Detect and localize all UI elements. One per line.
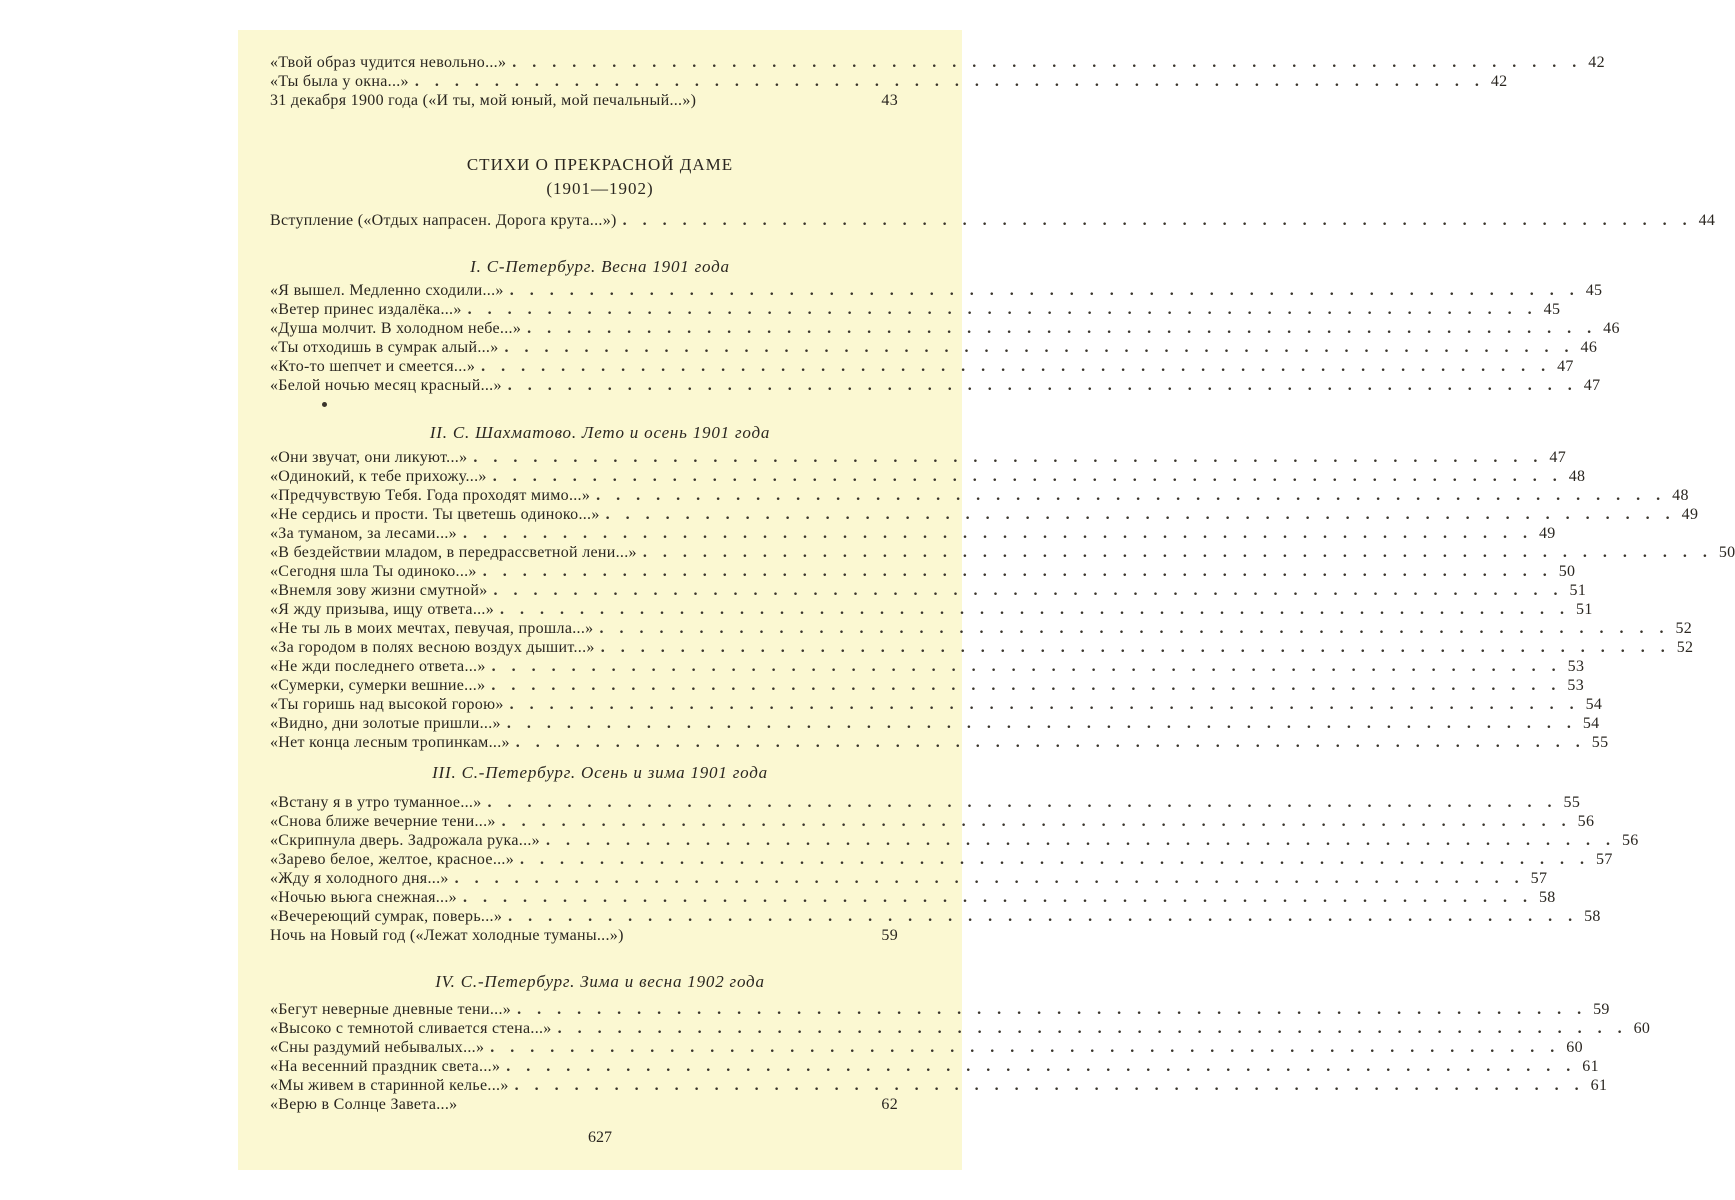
toc-entry-page: 53 (1567, 658, 1585, 675)
toc-entry-page: 58 (1584, 908, 1601, 925)
dot-leader: . . . . . . . . . . . . . . . . . . . . . . . . . . . . . . . . . . . . . . . . . . . . . . . . . . . . . . (527, 320, 1598, 337)
dot-leader: . . . . . . . . . . . . . . . . . . . . . . . . . . . . . . . . . . . . . . . . . . . . . . . . . . . . . . (600, 639, 1671, 656)
dot-leader: . . . . . . . . . . . . . . . . . . . . . . . . . . . . . . . . . . . . . . . . . . . . . . . . . . . . . . (622, 212, 1693, 229)
toc-entry-page: 51 (1576, 601, 1593, 618)
toc-entry-title: «Вечереющий сумрак, поверь...» (270, 908, 503, 925)
toc-entry-title: «В бездействии младом, в передрассветной лени...» (270, 544, 637, 561)
toc-entry-page: 47 (1583, 377, 1601, 394)
toc-entry-title: Ночь на Новый год («Лежат холодные туманы...») (270, 927, 624, 944)
dot-leader: . . . . . . . . . . . . . . . . . . . . . . . . . . . . . . . . . . . . . . . . . . . . . . . . . . . . . . (491, 677, 1562, 694)
toc-entry-page: 56 (1621, 832, 1639, 849)
toc-entry (270, 732, 1609, 754)
toc-entry-title: «Одинокий, к тебе прихожу...» (270, 468, 487, 485)
toc-entry-page: 62 (881, 1096, 898, 1113)
toc-entry-title: «Кто-то шепчет и смеется...» (270, 358, 476, 375)
section-heading: III. С.-Петербург. Осень и зима 1901 года (432, 763, 768, 782)
toc-entry-page: 47 (1557, 358, 1574, 375)
toc-entry-page: 58 (1538, 889, 1556, 906)
toc-entry-title: «Ты отходишь в сумрак алый...» (270, 339, 499, 356)
toc-entry-page: 60 (1566, 1039, 1583, 1056)
toc-entry-page: 46 (1580, 339, 1598, 356)
toc-entry-title: «Твой образ чудится невольно...» (270, 54, 507, 71)
toc-entry-page: 44 (1698, 212, 1716, 229)
toc-entry-page: 54 (1585, 696, 1603, 713)
dot-leader: . . . . . . . . . . . . . . . . . . . . . . . . . . . . . . . . . . . . . . . . . . . . . . . . . . . . . . (520, 851, 1591, 868)
dot-leader: . . . . . . . . . . . . . . . . . . . . . . . . . . . . . . . . . . . . . . . . . . . . . . . . . . . . . . (487, 794, 1558, 811)
dot-leader: . . . . . . . . . . . . . . . . . . . . . . . . . . . . . . . . . . . . . . . . . . . . . . . . . . . . . . (509, 696, 1580, 713)
dot-leader: . . . . . . . . . . . . . . . . . . . . . . . . . . . . . . . . . . . . . . . . . . . . . . . . . . . . . . (492, 468, 1563, 485)
dot-leader: . . . . . . . . . . . . . . . . . . . . . . . . . . . . . . . . . . . . . . . . . . . . . . . . . . . . . . (507, 377, 1578, 394)
dot-leader: . . . . . . . . . . . . . . . . . . . . . . . . . . . . . . . . . . . . . . . . . . . . . . . . . . . . . . (605, 506, 1676, 523)
dot-leader: . . . . . . . . . . . . . . . . . . . . . . . . . . . . . . . . . . . . . . . . . . . . . . . . . . . . . . (462, 889, 1533, 906)
toc-entry-page: 48 (1672, 487, 1689, 504)
toc-entry-title: «За городом в полях весною воздух дышит...» (270, 639, 595, 656)
toc-entry-title: «Сны раздумий небывалых...» (270, 1039, 485, 1056)
toc-entry-page: 52 (1675, 620, 1693, 637)
toc-entry-title: «Ветер принес издалёка...» (270, 301, 462, 318)
dot-leader: . . . . . . . . . . . . . . . . . . . . . . . . . . . . . . . . . . . . . . . . . . . . . . . . . . . . . . (599, 620, 1670, 637)
toc-entry-title: «Ночью вьюга снежная...» (270, 889, 457, 906)
toc-entry-title: «Не жди последнего ответа...» (270, 658, 486, 675)
toc-entry (270, 1094, 898, 1116)
toc-entry-title: «Я жду призыва, ищу ответа...» (270, 601, 495, 618)
toc-entry-page: 48 (1568, 468, 1586, 485)
dot-leader: . . . . . . . . . . . . . . . . . . . . . . . . . . . . . . . . . . . . . . . . . . . . . . . . . . . . . . (493, 582, 1564, 599)
dot-leader: . . . . . . . . . . . . . . . . . . . . . . . . . . . . . . . . . . . . . . . . . . . . . . . . . . . . . . (473, 449, 1544, 466)
part-title: СТИХИ О ПРЕКРАСНОЙ ДАМЕ (466, 155, 734, 174)
toc-entry-title: «Высоко с темнотой сливается стена...» (270, 1020, 552, 1037)
dot-leader: . . . . . . . . . . . . . . . . . . . . . . . . . . . . . . . . . . . . . . . . . . . . . . . . . . . . . . (517, 1001, 1588, 1018)
dot-leader: . . . . . . . . . . . . . . . . . . . . . . . . . . . . . . . . . . . . . . . . . . . . . . . . . . . . . . (490, 1039, 1561, 1056)
section-heading: II. С. Шахматово. Лето и осень 1901 года (429, 423, 771, 442)
toc-entry-page: 43 (881, 92, 898, 109)
toc-entry-page: 46 (1603, 320, 1620, 337)
toc-entry-page: 61 (1590, 1077, 1608, 1094)
toc-entry-title: «Жду я холодного дня...» (270, 870, 449, 887)
toc-entry-title: «Не сердись и прости. Ты цветешь одиноко...» (270, 506, 600, 523)
toc-entry-page: 45 (1585, 282, 1603, 299)
toc-entry-title: «Верю в Солнце Завета...» (270, 1096, 458, 1113)
dot-leader: . . . . . . . . . . . . . . . . . . . . . . . . . . . . . . . . . . . . . . . . . . . . . . . . . . . . . . (512, 54, 1583, 71)
toc-entry-title: «Мы живем в старинной келье...» (270, 1077, 509, 1094)
toc-entry-title: «Встану я в утро туманное...» (270, 794, 482, 811)
dot-leader: . . . . . . . . . . . . . . . . . . . . . . . . . . . . . . . . . . . . . . . . . . . . . . . . . . . . . . (414, 73, 1485, 90)
dot-leader: . . . . . . . . . . . . . . . . . . . . . . . . . . . . . . . . . . . . . . . . . . . . . . . . . . . . . . (515, 734, 1586, 751)
dot-leader: . . . . . . . . . . . . . . . . . . . . . . . . . . . . . . . . . . . . . . . . . . . . . . . . . . . . . . (500, 601, 1571, 618)
toc-entry-page: 49 (1681, 506, 1699, 523)
toc-entry-page: 61 (1582, 1058, 1599, 1075)
toc-entry-page: 55 (1591, 734, 1609, 751)
toc-entry-page: 55 (1563, 794, 1581, 811)
dot-leader: . . . . . . . . . . . . . . . . . . . . . . . . . . . . . . . . . . . . . . . . . . . . . . . . . . . . . . (462, 525, 1533, 542)
toc-entry-title: «Нет конца лесным тропинкам...» (270, 734, 510, 751)
stray-dot (322, 402, 327, 407)
section-heading: I. С-Петербург. Весна 1901 года (470, 257, 730, 276)
toc-entry-title: 31 декабря 1900 года («И ты, мой юный, мой печальный...») (270, 92, 697, 109)
toc-entry-page: 57 (1530, 870, 1548, 887)
toc-entry-page: 42 (1490, 73, 1508, 90)
toc-entry-page: 59 (1593, 1001, 1610, 1018)
dot-leader: . . . . . . . . . . . . . . . . . . . . . . . . . . . . . . . . . . . . . . . . . . . . . . . . . . . . . . (642, 544, 1713, 561)
dot-leader: . . . . . . . . . . . . . . . . . . . . . . . . . . . . . . . . . . . . . . . . . . . . . . . . . . . . . . (454, 870, 1525, 887)
toc-entry-page: 45 (1543, 301, 1561, 318)
toc-entry-title: «На весенний праздник света...» (270, 1058, 501, 1075)
toc-entry-title: «За туманом, за лесами...» (270, 525, 457, 542)
toc-entry-title: «Ты горишь над высокой горою» (270, 696, 504, 713)
dot-leader: . . . . . . . . . . . . . . . . . . . . . . . . . . . . . . . . . . . . . . . . . . . . . . . . . . . . . . (557, 1020, 1628, 1037)
toc-entry-title: «Предчувствую Тебя. Года проходят мимо...» (270, 487, 591, 504)
part-years: (1901—1902) (546, 179, 654, 198)
dot-leader: . . . . . . . . . . . . . . . . . . . . . . . . . . . . . . . . . . . . . . . . . . . . . . . . . . . . . . (501, 813, 1572, 830)
dot-leader: . . . . . . . . . . . . . . . . . . . . . . . . . . . . . . . . . . . . . . . . . . . . . . . . . . . . . . (545, 832, 1616, 849)
toc-entry-page: 57 (1596, 851, 1613, 868)
toc-entry-page: 60 (1633, 1020, 1651, 1037)
section-heading: IV. С.-Петербург. Зима и весна 1902 года (435, 972, 765, 991)
dot-leader: . . . . . . . . . . . . . . . . . . . . . . . . . . . . . . . . . . . . . . . . . . . . . . . . . . . . . . (508, 908, 1579, 925)
dot-leader: . . . . . . . . . . . . . . . . . . . . . . . . . . . . . . . . . . . . . . . . . . . . . . . . . . . . . . (482, 563, 1553, 580)
toc-entry-title: «Бегут неверные дневные тени...» (270, 1001, 512, 1018)
toc-entry-page: 59 (881, 927, 898, 944)
dot-leader: . . . . . . . . . . . . . . . . . . . . . . . . . . . . . . . . . . . . . . . . . . . . . . . . . . . . . . (491, 658, 1562, 675)
toc-entry-page: 53 (1567, 677, 1584, 694)
toc-entry-title: «Сегодня шла Ты одиноко...» (270, 563, 477, 580)
dot-leader: . . . . . . . . . . . . . . . . . . . . . . . . . . . . . . . . . . . . . . . . . . . . . . . . . . . . . . (506, 1058, 1577, 1075)
toc-entry-title: «Они звучат, они ликуют...» (270, 449, 468, 466)
dot-leader: . . . . . . . . . . . . . . . . . . . . . . . . . . . . . . . . . . . . . . . . . . . . . . . . . . . . . . (504, 339, 1575, 356)
dot-leader: . . . . . . . . . . . . . . . . . . . . . . . . . . . . . . . . . . . . . . . . . . . . . . . . . . . . . . (481, 358, 1552, 375)
toc-entry-page: 49 (1538, 525, 1556, 542)
dot-leader: . . . . . . . . . . . . . . . . . . . . . . . . . . . . . . . . . . . . . . . . . . . . . . . . . . . . . . (506, 715, 1577, 732)
toc-entry-title: «Не ты ль в моих мечтах, певучая, прошла...» (270, 620, 594, 637)
toc-entry-title: «Снова ближе вечерние тени...» (270, 813, 496, 830)
toc-entry-title: «Я вышел. Медленно сходили...» (270, 282, 504, 299)
toc-entry-intro (270, 210, 1716, 232)
toc-entry-title: «Внемля зову жизни смутной» (270, 582, 488, 599)
toc-entry-page: 50 (1718, 544, 1735, 561)
toc-entry-title: «Сумерки, сумерки вешние...» (270, 677, 486, 694)
toc-entry (270, 90, 898, 112)
page-number: 627 (588, 1129, 612, 1146)
toc-entry-title: «Ты была у окна...» (270, 73, 409, 90)
toc-entry-title: «Душа молчит. В холодном небе...» (270, 320, 522, 337)
toc-entry-page: 56 (1577, 813, 1595, 830)
toc-entry-page: 42 (1588, 54, 1605, 71)
dot-leader: . . . . . . . . . . . . . . . . . . . . . . . . . . . . . . . . . . . . . . . . . . . . . . . . . . . . . . (596, 487, 1667, 504)
dot-leader: . . . . . . . . . . . . . . . . . . . . . . . . . . . . . . . . . . . . . . . . . . . . . . . . . . . . . . (514, 1077, 1585, 1094)
toc-entry-page: 47 (1549, 449, 1566, 466)
toc-entry-title: «Видно, дни золотые пришли...» (270, 715, 501, 732)
toc-entry-page: 51 (1569, 582, 1587, 599)
dot-leader: . . . . . . . . . . . . . . . . . . . . . . . . . . . . . . . . . . . . . . . . . . . . . . . . . . . . . . (509, 282, 1580, 299)
toc-entry-page: 52 (1676, 639, 1694, 656)
toc-entry-title: «Белой ночью месяц красный...» (270, 377, 502, 394)
toc-entry-title: Вступление («Отдых напрасен. Дорога крута...») (270, 212, 617, 229)
toc-entry (270, 925, 898, 947)
toc-entry (270, 375, 1601, 397)
toc-entry-page: 50 (1558, 563, 1576, 580)
toc-entry-title: «Зарево белое, желтое, красное...» (270, 851, 515, 868)
toc-entry-page: 54 (1582, 715, 1600, 732)
toc-entry-title: «Скрипнула дверь. Задрожала рука...» (270, 832, 540, 849)
dot-leader: . . . . . . . . . . . . . . . . . . . . . . . . . . . . . . . . . . . . . . . . . . . . . . . . . . . . . . (467, 301, 1538, 318)
